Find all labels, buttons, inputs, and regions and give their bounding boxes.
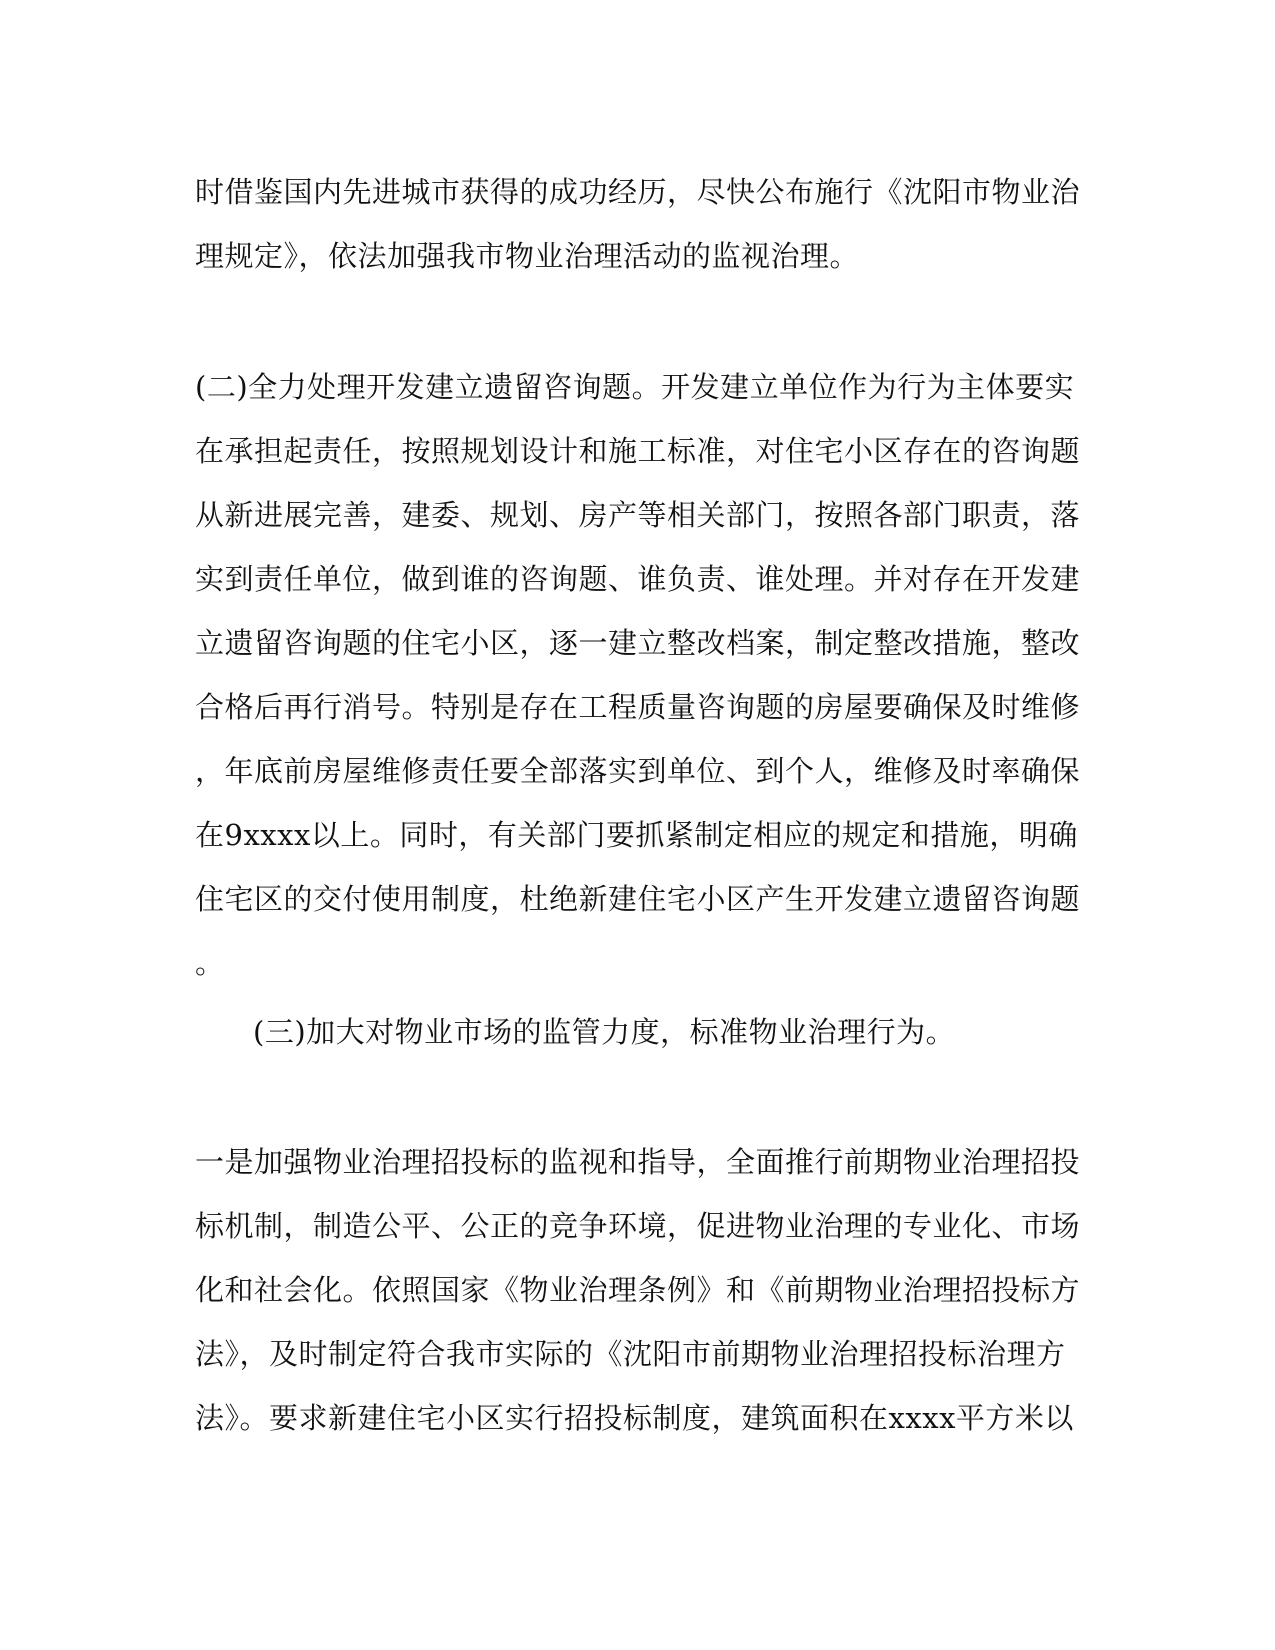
- paragraph-1: [195, 160, 1081, 288]
- text-line: 时借鉴国内先进城市获得的成功经历，尽快公布施行《沈阳市物业治: [195, 175, 1081, 209]
- text-line: 立遗留咨询题的住宅小区，逐一建立整改档案，制定整改措施，整改: [195, 626, 1081, 660]
- text-line: 一是加强物业治理招投标的监视和指导，全面推行前期物业治理招投: [195, 1145, 1081, 1179]
- paragraph-4: [195, 1130, 1081, 1450]
- section-heading: (三)加大对物业市场的监管力度，标准物业治理行为。: [253, 1015, 956, 1049]
- text-line: 住宅区的交付使用制度，杜绝新建住宅小区产生开发建立遗留咨询题: [195, 882, 1081, 916]
- text-line: 。: [195, 946, 225, 980]
- text-line: 在9xxxx以上。同时，有关部门要抓紧制定相应的规定和措施，明确: [195, 818, 1078, 852]
- paragraph-3-heading: [195, 1000, 1075, 1064]
- paragraph-2: [195, 355, 1081, 995]
- text-line: 合格后再行消号。特别是存在工程质量咨询题的房屋要确保及时维修: [195, 690, 1081, 724]
- text-line: (二)全力处理开发建立遗留咨询题。开发建立单位作为行为主体要实: [195, 370, 1075, 404]
- text-line: 化和社会化。依照国家《物业治理条例》和《前期物业治理招投标方: [195, 1273, 1081, 1307]
- text-line: 法》。要求新建住宅小区实行招投标制度，建筑面积在xxxx平方米以: [195, 1401, 1074, 1435]
- text-line: 法》，及时制定符合我市实际的《沈阳市前期物业治理招投标治理方: [195, 1337, 1066, 1371]
- text-line: 标机制，制造公平、公正的竞争环境，促进物业治理的专业化、市场: [195, 1209, 1081, 1243]
- text-line: 理规定》，依法加强我市物业治理活动的监视治理。: [195, 239, 860, 273]
- text-line: 在承担起责任，按照规划设计和施工标准，对住宅小区存在的咨询题: [195, 434, 1081, 468]
- text-line: ，年底前房屋维修责任要全部落实到单位、到个人，维修及时率确保: [195, 754, 1081, 788]
- text-line: 实到责任单位，做到谁的咨询题、谁负责、谁处理。并对存在开发建: [195, 562, 1081, 596]
- text-line: 从新进展完善，建委、规划、房产等相关部门，按照各部门职责，落: [195, 498, 1081, 532]
